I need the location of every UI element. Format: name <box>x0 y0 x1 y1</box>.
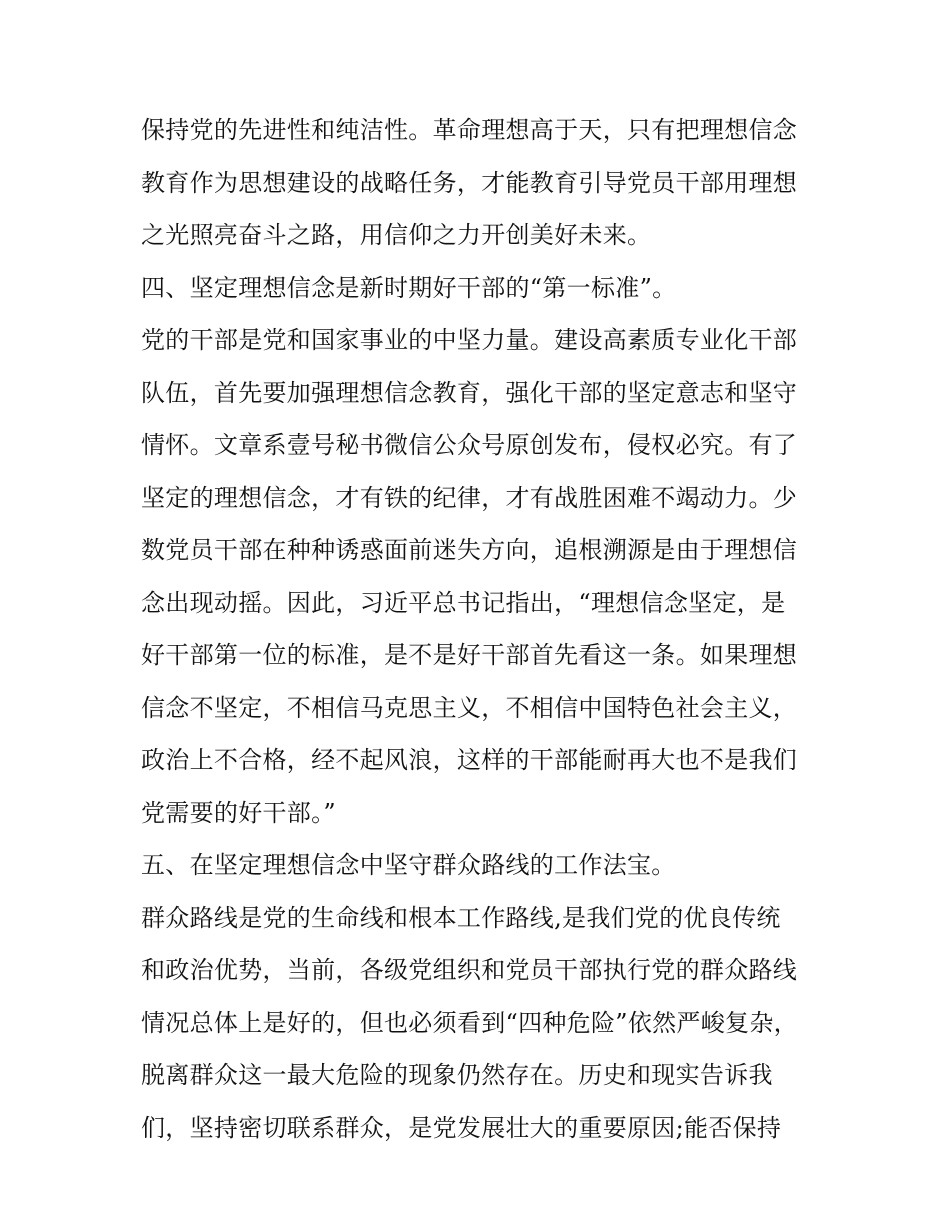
text-line: 群众路线是党的生命线和根本工作路线,是我们党的优良传统 <box>141 903 781 932</box>
text-line: 党需要的好干部。” <box>141 798 336 827</box>
document-body <box>141 104 821 1154</box>
text-line: 好干部第一位的标准，是不是好干部首先看这一条。如果理想 <box>141 641 798 669</box>
text-line: 数党员干部在种种诱惑面前迷失方向，追根溯源是由于理想信 <box>141 536 798 564</box>
section-heading: 五、在坚定理想信念中坚守群众路线的工作法宝。 <box>141 851 676 879</box>
text-line: 坚定的理想信念，才有铁的纪律，才有战胜困难不竭动力。少 <box>141 483 798 512</box>
text-line: 信念不坚定，不相信马克思主义，不相信中国特色社会主义， <box>141 693 798 722</box>
text-line: 队伍，首先要加强理想信念教育，强化干部的坚定意志和坚守 <box>141 378 798 407</box>
text-line: 保持党的先进性和纯洁性。革命理想高于天，只有把理想信念 <box>141 116 798 144</box>
text-line: 情况总体上是好的，但也必须看到“四种危险”依然严峻复杂， <box>141 1008 798 1037</box>
text-line: 教育作为思想建设的战略任务，才能教育引导党员干部用理想 <box>141 168 798 197</box>
text-line: 情怀。文章系壹号秘书微信公众号原创发布，侵权必究。有了 <box>141 431 798 459</box>
text-line: 脱离群众这一最大危险的现象仍然存在。历史和现实告诉我 <box>141 1061 773 1089</box>
text-line: 党的干部是党和国家事业的中坚力量。建设高素质专业化干部 <box>141 326 798 354</box>
text-line: 念出现动摇。因此，习近平总书记指出，“理想信念坚定，是 <box>141 588 786 617</box>
section-heading: 四、坚定理想信念是新时期好干部的“第一标准”。 <box>141 273 677 302</box>
text-line: 和政治优势，当前，各级党组织和党员干部执行党的群众路线 <box>141 956 798 984</box>
text-line: 之光照亮奋斗之路，用信仰之力开创美好未来。 <box>141 221 652 249</box>
text-line: 政治上不合格，经不起风浪，这样的干部能耐再大也不是我们 <box>141 746 798 774</box>
text-line: 们，坚持密切联系群众，是党发展壮大的重要原因;能否保持 <box>141 1113 782 1142</box>
